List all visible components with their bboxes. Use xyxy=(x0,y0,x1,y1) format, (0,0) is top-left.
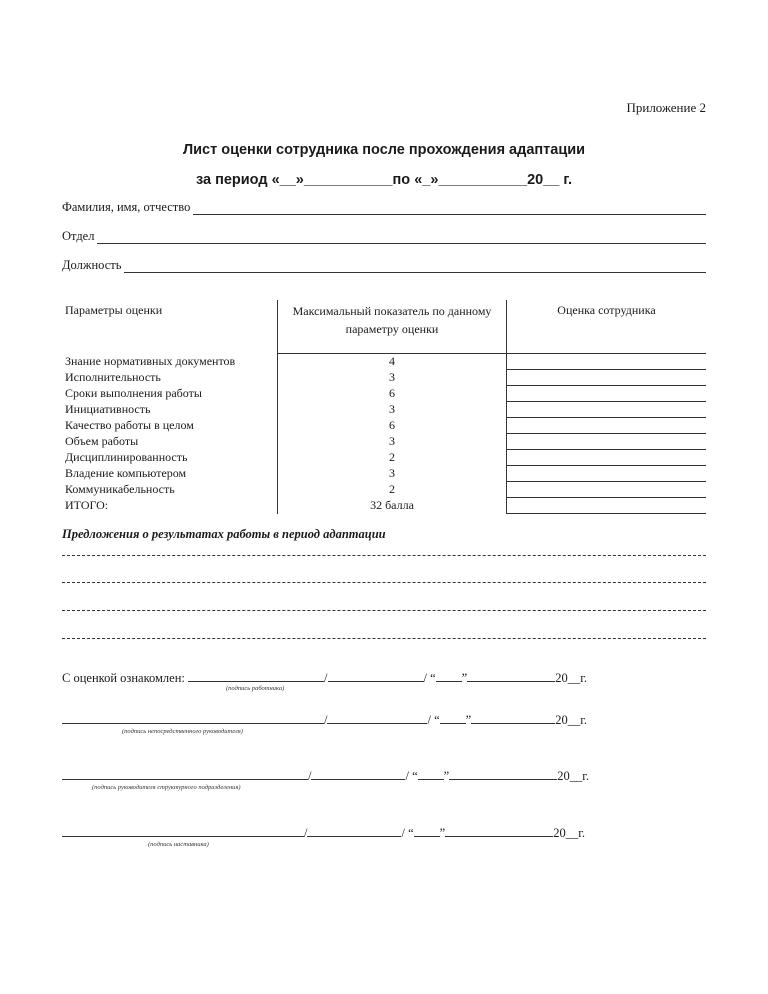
param-max: 6 xyxy=(278,386,507,402)
total-row xyxy=(61,498,706,514)
param-name: Объем работы xyxy=(61,434,278,450)
param-max: 3 xyxy=(278,402,507,418)
date-open: / “ xyxy=(401,826,414,840)
fio-label: Фамилия, имя, отчество xyxy=(62,200,191,214)
caption-direct-manager: (подпись непосредственного руководителя) xyxy=(122,728,243,735)
table-row xyxy=(61,450,706,466)
position-label: Должность xyxy=(62,258,122,272)
table-row xyxy=(61,482,706,498)
head-day-line[interactable] xyxy=(418,768,444,780)
mentor-month-line[interactable] xyxy=(445,825,553,837)
table-header-row xyxy=(61,300,706,354)
score-cell[interactable] xyxy=(507,354,707,370)
param-name: Исполнительность xyxy=(61,370,278,386)
score-cell[interactable] xyxy=(507,402,707,418)
position-underline[interactable] xyxy=(124,261,706,273)
param-name: Знание нормативных документов xyxy=(61,354,278,370)
employee-signature-line[interactable] xyxy=(188,670,324,682)
manager-signature-line[interactable] xyxy=(62,712,324,724)
date-open: / “ xyxy=(405,769,418,783)
caption-department-head: (подпись руководителя структурного подразделения) xyxy=(92,784,241,791)
score-cell[interactable] xyxy=(507,466,707,482)
table-row xyxy=(61,466,706,482)
date-open: / “ xyxy=(423,671,436,685)
param-max: 2 xyxy=(278,482,507,498)
head-name-line[interactable] xyxy=(311,768,405,780)
param-name: Дисциплинированность xyxy=(61,450,278,466)
score-cell[interactable] xyxy=(507,386,707,402)
document-title: Лист оценки сотрудника после прохождения адаптации xyxy=(182,142,586,158)
total-label: ИТОГО: xyxy=(61,498,278,514)
manager-name-line[interactable] xyxy=(327,712,427,724)
acquainted-label: С оценкой ознакомлен: xyxy=(62,671,185,685)
proposal-line-2[interactable] xyxy=(62,582,706,583)
head-signature-line[interactable] xyxy=(62,768,308,780)
table-row xyxy=(61,370,706,386)
fio-field[interactable] xyxy=(62,200,706,215)
header-score: Оценка сотрудника xyxy=(507,300,707,354)
table-row xyxy=(61,354,706,370)
param-name: Коммуникабельность xyxy=(61,482,278,498)
mentor-signature-line[interactable] xyxy=(62,825,304,837)
proposal-line-3[interactable] xyxy=(62,610,706,611)
total-max: 32 балла xyxy=(278,498,507,514)
signature-department-head xyxy=(62,768,589,784)
date-close: ” xyxy=(461,671,468,685)
proposal-line-4[interactable] xyxy=(62,638,706,639)
date-open: / “ xyxy=(427,713,440,727)
signature-employee xyxy=(62,670,587,686)
signature-mentor xyxy=(62,825,585,841)
head-month-line[interactable] xyxy=(449,768,557,780)
date-close: ” xyxy=(439,826,446,840)
param-name: Сроки выполнения работы xyxy=(61,386,278,402)
date-year: 20__г. xyxy=(557,769,590,783)
slash: / xyxy=(304,826,308,840)
proposal-line-1[interactable] xyxy=(62,555,706,556)
manager-month-line[interactable] xyxy=(471,712,555,724)
slash: / xyxy=(324,671,328,685)
table-row xyxy=(61,418,706,434)
manager-day-line[interactable] xyxy=(440,712,466,724)
evaluation-table xyxy=(61,300,706,514)
mentor-day-line[interactable] xyxy=(414,825,440,837)
score-cell[interactable] xyxy=(507,434,707,450)
position-field[interactable] xyxy=(62,258,706,273)
caption-mentor: (подпись наставника) xyxy=(148,841,209,848)
score-cell[interactable] xyxy=(507,482,707,498)
period-line: за период «__»___________по «_»___________20__ г. xyxy=(195,172,572,188)
slash: / xyxy=(324,713,328,727)
param-max: 4 xyxy=(278,354,507,370)
caption-employee: (подпись работника) xyxy=(226,685,285,692)
slash: / xyxy=(308,769,312,783)
param-max: 6 xyxy=(278,418,507,434)
score-cell[interactable] xyxy=(507,370,707,386)
date-year: 20__г. xyxy=(553,826,586,840)
date-year: 20__г. xyxy=(555,713,588,727)
header-params: Параметры оценки xyxy=(61,300,278,354)
total-score-cell[interactable] xyxy=(507,498,707,514)
date-close: ” xyxy=(443,769,450,783)
table-row xyxy=(61,402,706,418)
signature-direct-manager xyxy=(62,712,587,728)
param-max: 2 xyxy=(278,450,507,466)
date-close: ” xyxy=(465,713,472,727)
employee-day-line[interactable] xyxy=(436,670,462,682)
param-name: Качество работы в целом xyxy=(61,418,278,434)
department-field[interactable] xyxy=(62,229,706,244)
param-max: 3 xyxy=(278,434,507,450)
score-cell[interactable] xyxy=(507,450,707,466)
fio-underline[interactable] xyxy=(193,203,706,215)
header-max: Максимальный показатель по данному параметру оценки xyxy=(278,300,507,354)
table-row xyxy=(61,434,706,450)
table-row xyxy=(61,386,706,402)
proposals-heading: Предложения о результатах работы в период адаптации xyxy=(62,527,386,541)
param-name: Владение компьютером xyxy=(61,466,278,482)
department-label: Отдел xyxy=(62,229,95,243)
param-max: 3 xyxy=(278,370,507,386)
employee-name-line[interactable] xyxy=(328,670,424,682)
appendix-label: Приложение 2 xyxy=(626,100,706,115)
employee-month-line[interactable] xyxy=(467,670,555,682)
date-year: 20__г. xyxy=(555,671,588,685)
mentor-name-line[interactable] xyxy=(307,825,401,837)
param-name: Инициативность xyxy=(61,402,278,418)
department-underline[interactable] xyxy=(97,232,706,244)
param-max: 3 xyxy=(278,466,507,482)
score-cell[interactable] xyxy=(507,418,707,434)
